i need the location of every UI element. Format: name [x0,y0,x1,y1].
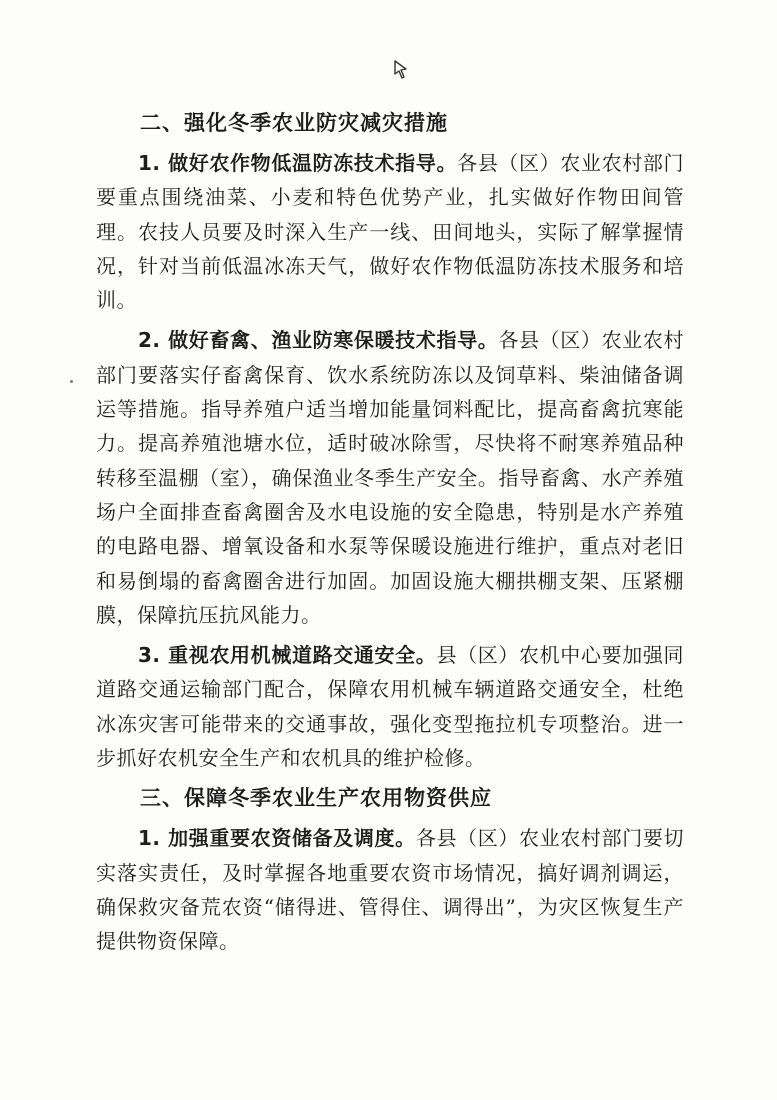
paragraph-lead: 3. 重视农用机械道路交通安全。 [138,643,437,668]
paragraph-text: 县（区）农机中心要加强同道路交通运输部门配合，保障农用机械车辆道路交通安全，杜绝冰冻灾害可能带来的交通事故，强化变型拖拉机专项整治。进一步抓好农机安全生产和农机具的维护检修。 [96,643,684,771]
cursor-arrow-icon [392,58,414,80]
paragraph-lead: 1. 加强重要农资储备及调度。 [138,826,416,851]
paragraph-text: 各县（区）农业农村部门要切实落实责任，及时掌握各地重要农资市场情况，搞好调剂调运，确保救灾备荒农资“储得进、管得住、调得出”，为灾区恢复生产提供物资保障。 [96,826,684,954]
paragraph-lead: 2. 做好畜禽、渔业防寒保暖技术指导。 [138,328,499,353]
paragraph-lead: 1. 做好农作物低温防冻技术指导。 [138,151,458,175]
paragraph-machinery-safety [96,638,684,775]
paragraph-reserves-dispatch [96,821,684,958]
paragraph-crop-frost [96,146,684,317]
paragraph-text: 各县（区）农业农村部门要落实仔畜禽保育、饮水系统防冻以及饲草料、柴油储备调运等措施。指导养殖户适当增加能量饲料配比，提高畜禽抗寒能力。提高养殖池塘水位，适时破冰除雪，尽快将不耐寒养殖品种转移至温棚（室），确保渔业冬季生产安全。指导畜禽、水产养殖场户全面排查畜禽圈舍及水电设施的安全隐患，特别是水产养殖的电路电器、增氧设备和水泵等保暖设施进行维护，重点对老旧和易倒塌的畜禽圈舍进行加固。加固设施大棚拱棚支架、压紧棚膜，保障抗压抗风能力。 [96,328,684,627]
document-body [96,106,684,965]
section-heading-disaster-prevention: 二、强化冬季农业防灾减灾措施 [140,111,448,135]
scan-speck [70,380,73,383]
paragraph-text: 各县（区）农业农村部门要重点围绕油菜、小麦和特色优势产业，扎实做好作物田间管理。农技人员要及时深入生产一线、田间地头，实际了解掌握情况，针对当前低温冰冻天气，做好农作物低温防冻技术服务和培训。 [96,151,684,313]
paragraph-livestock-fishery [96,323,684,632]
section-heading-supply: 三、保障冬季农业生产农用物资供应 [140,786,492,811]
